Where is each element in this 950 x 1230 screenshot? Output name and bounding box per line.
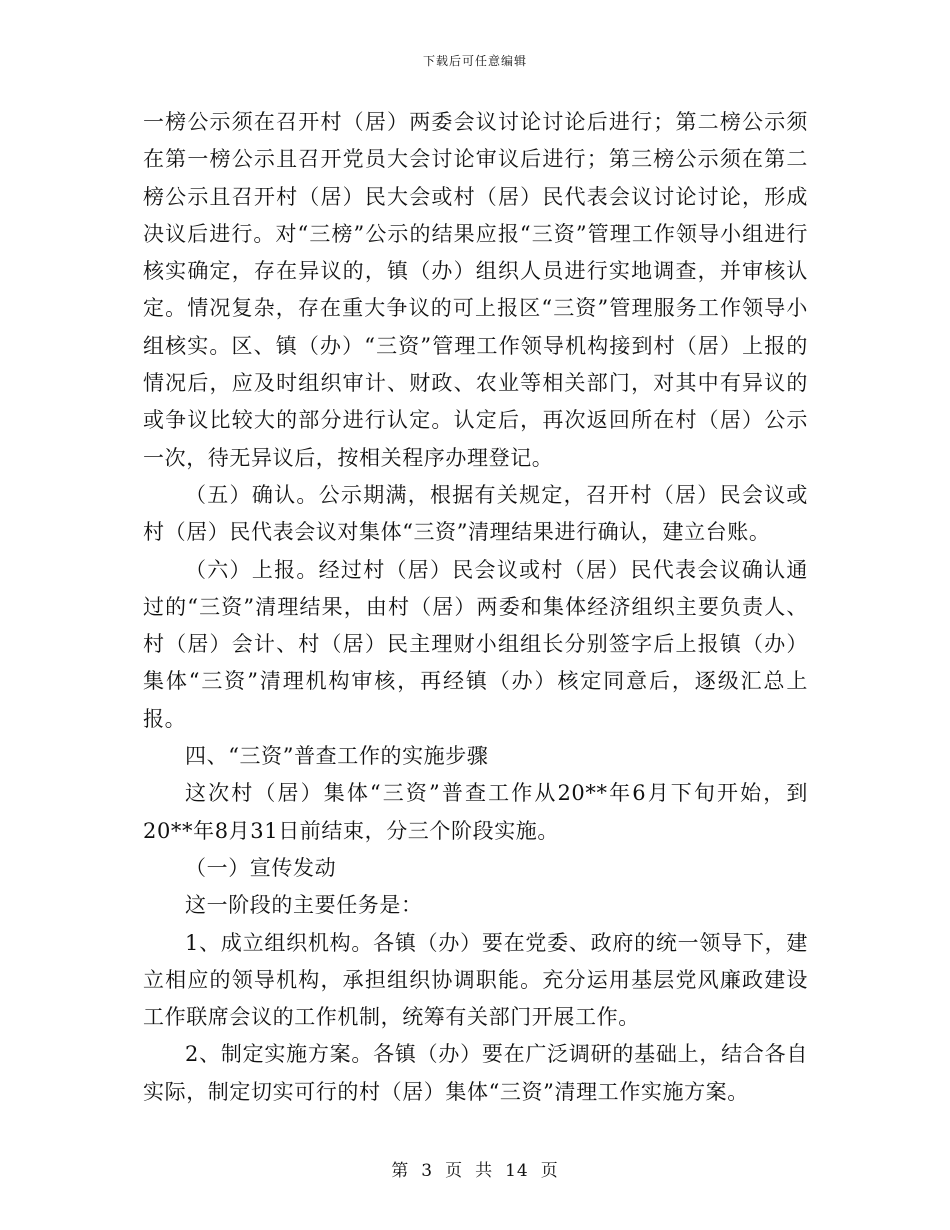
page-header: 下载后可任意编辑 [422,54,527,68]
section-heading-4: 四、“三资”普查工作的实施步骤 [185,744,489,769]
footer-current-page: 3 [421,1161,434,1181]
paragraph-1: 一榜公示须在召开村（居）两委会议讨论讨论后进行；第二榜公示须在第一榜公示且召开党员大会讨论审议后进行；第三榜公示须在第二榜公示且召开村（居）民大会或村（居）民代表会议讨论讨论，形成决议后进行。对“三榜”公示的结果应报“三资”管理工作领导小组进行核实确定，存在异议的，镇（办）组织人员进行实地调查，并审核认定。情况复杂，存在重大争议的可上报区“三资”管理服务工作领导小组核实。区、镇（办）“三资”管理工作领导机构接到村（居）上报的情况后，应及时组织审计、财政、农业等相关部门，对其中有异议的或争议比较大的部分进行认定。认定后，再次返回所在村（居）公示一次，待无异议后，按相关程序办理登记。 [143,110,808,470]
document-body [143,104,808,1111]
footer-prefix: 第 [391,1161,410,1181]
footer-mid-2: 共 [475,1161,494,1181]
page-footer [0,1156,950,1181]
footer-total-pages: 14 [505,1161,529,1181]
paragraph-3: （六）上报。经过村（居）民会议或村（居）民代表会议确认通过的“三资”清理结果，由村（居）两委和集体经济组织主要负责人、村（居）会计、村（居）民主理财小组组长分别签字后上报镇（办）集体“三资”清理机构审核，再经镇（办）核定同意后，逐级汇总上报。 [143,557,808,731]
footer-mid-1: 页 [445,1161,464,1181]
paragraph-2: （五）确认。公示期满，根据有关规定，召开村（居）民会议或村（居）民代表会议对集体“三资”清理结果进行确认，建立台账。 [143,482,808,545]
paragraph-7: 这一阶段的主要任务是： [185,893,423,918]
paragraph-5: 这次村（居）集体“三资”普查工作从20**年6月下旬开始，到20**年8月31日前结束，分三个阶段实施。 [143,781,808,843]
subsection-heading-1: （一）宣传发动 [185,855,337,880]
footer-suffix: 页 [540,1161,559,1181]
paragraph-8: 1、成立组织机构。各镇（办）要在党委、政府的统一领导下，建立相应的领导机构，承担组织协调职能。充分运用基层党风廉政建设工作联席会议的工作机制，统筹有关部门开展工作。 [143,930,808,1030]
paragraph-9: 2、制定实施方案。各镇（办）要在广泛调研的基础上，结合各自实际，制定切实可行的村（居）集体“三资”清理工作实施方案。 [143,1042,808,1104]
